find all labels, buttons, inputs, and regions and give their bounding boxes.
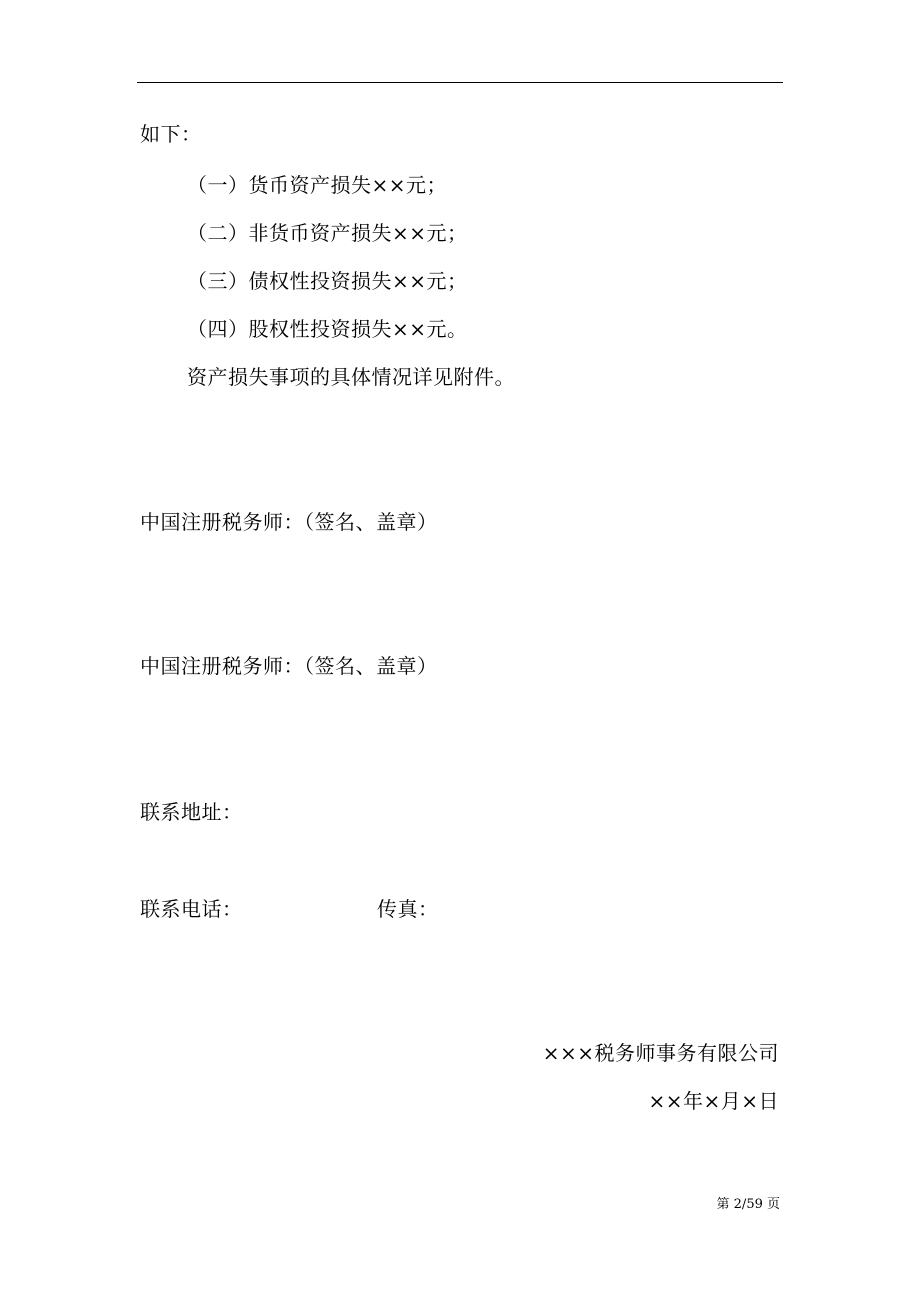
contact-address-label: 联系地址： [140,800,243,824]
signature-line-2: 中国注册税务师：（签名、盖章） [140,654,438,678]
details-note: 资产损失事项的具体情况详见附件。 [187,365,515,389]
document-date: ××年×月×日 [648,1089,779,1113]
loss-item-monetary: （一）货币资产损失××元； [187,173,448,197]
contact-phone-label: 联系电话： [140,897,243,921]
page-number: 第 2/59 页 [716,1197,780,1212]
loss-item-debt-investment: （三）债权性投资损失××元； [187,269,468,293]
loss-item-non-monetary: （二）非货币资产损失××元； [187,221,468,245]
loss-item-equity-investment: （四）股权性投资损失××元。 [187,317,468,341]
contact-fax-label: 传真： [377,897,439,921]
company-name: ×××税务师事务有限公司 [542,1041,779,1065]
header-rule [137,82,783,83]
intro-text: 如下： [140,122,202,146]
signature-line-1: 中国注册税务师：（签名、盖章） [140,510,438,534]
